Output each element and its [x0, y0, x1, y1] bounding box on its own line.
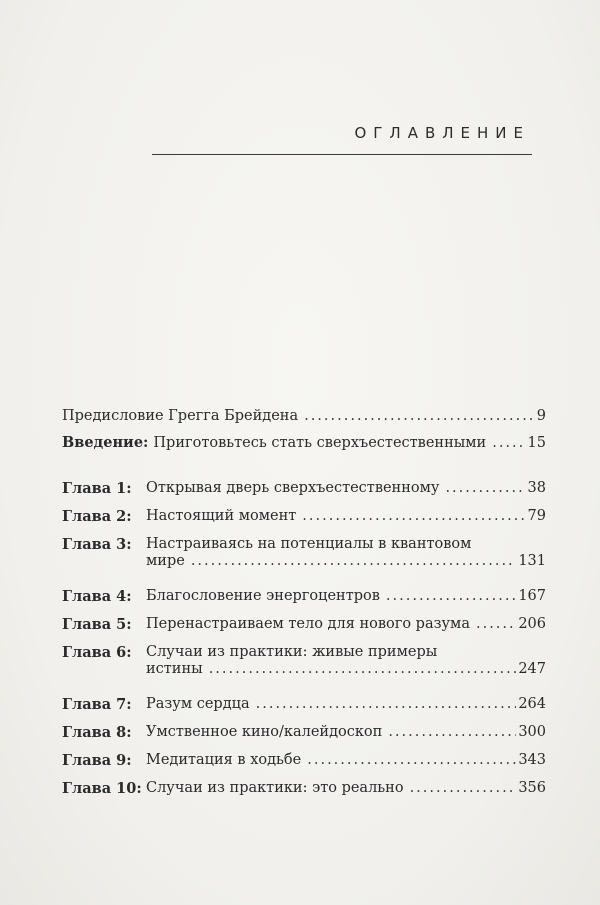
toc-entry-chapter-9	[62, 752, 546, 780]
page-number: 300	[518, 724, 546, 740]
page-title: ОГЛАВЛЕНИЕ	[354, 124, 530, 142]
dot-leader	[256, 696, 517, 713]
dot-leader	[386, 588, 516, 605]
chapter-label: Глава 5:	[62, 616, 132, 633]
entry-label: Введение:	[62, 434, 149, 451]
chapter-title: Умственное кино/калейдоскоп	[146, 724, 383, 740]
page-number: 206	[518, 616, 546, 632]
toc-entry-chapter-2	[62, 508, 546, 536]
page-number: 9	[536, 408, 546, 424]
chapter-title: Благословение энергоцентров	[146, 588, 380, 604]
toc-entry-chapter-4	[62, 588, 546, 616]
dot-leader	[191, 553, 517, 570]
table-of-contents	[62, 408, 546, 808]
toc-entry-chapter-5	[62, 616, 546, 644]
chapter-label: Глава 8:	[62, 724, 132, 741]
toc-entry-chapter-7	[62, 696, 546, 724]
toc-entry-chapter-6	[62, 644, 546, 696]
page-number: 131	[518, 553, 546, 570]
chapter-title: Настраиваясь на потенциалы в квантовом	[146, 536, 472, 552]
page-number: 356	[518, 780, 546, 796]
dot-leader	[209, 661, 517, 678]
dot-leader	[445, 480, 525, 497]
dot-leader	[388, 724, 516, 741]
page-number: 15	[527, 435, 546, 451]
toc-entry-chapter-3	[62, 536, 546, 588]
page-number: 79	[527, 508, 546, 524]
chapter-label: Глава 6:	[62, 644, 132, 661]
page-number: 167	[518, 588, 546, 604]
section-gap	[62, 460, 546, 480]
chapter-title: Случаи из практики: это реально	[146, 780, 404, 796]
dot-leader	[410, 780, 517, 797]
chapter-label: Глава 2:	[62, 508, 132, 525]
chapter-title: Медитация в ходьбе	[146, 752, 302, 768]
chapter-label: Глава 3:	[62, 536, 132, 553]
chapter-label: Глава 7:	[62, 696, 132, 713]
toc-entry-chapter-10	[62, 780, 546, 808]
title-underline	[152, 154, 532, 155]
chapter-title: Открывая дверь сверхъестественному	[146, 480, 440, 496]
toc-entry-introduction	[62, 434, 546, 460]
dot-leader	[476, 616, 516, 633]
chapter-title-continued: мире	[146, 553, 185, 570]
chapter-label: Глава 9:	[62, 752, 132, 769]
page-number: 264	[518, 696, 546, 712]
chapter-title: Разум сердца	[146, 696, 250, 712]
chapter-title-continued: истины	[146, 661, 203, 678]
entry-title: Приготовьтесь стать сверхъестественными	[153, 435, 487, 451]
chapter-label: Глава 4:	[62, 588, 132, 605]
dot-leader	[492, 435, 525, 452]
chapter-title: Случаи из практики: живые примеры	[146, 644, 438, 660]
toc-entry-foreword	[62, 408, 546, 434]
toc-entry-chapter-1	[62, 480, 546, 508]
entry-title: Предисловие Грегга Брейдена	[62, 408, 299, 424]
chapter-label: Глава 1:	[62, 480, 132, 497]
toc-entry-chapter-8	[62, 724, 546, 752]
dot-leader	[307, 752, 516, 769]
chapter-label: Глава 10:	[62, 780, 142, 797]
chapter-title: Настоящий момент	[146, 508, 297, 524]
page-number: 247	[518, 661, 546, 678]
dot-leader	[302, 508, 525, 525]
page-number: 38	[527, 480, 546, 496]
page-number: 343	[518, 752, 546, 768]
chapter-title: Перенастраиваем тело для нового разума	[146, 616, 470, 632]
dot-leader	[304, 408, 535, 425]
chapter-list	[62, 480, 546, 808]
